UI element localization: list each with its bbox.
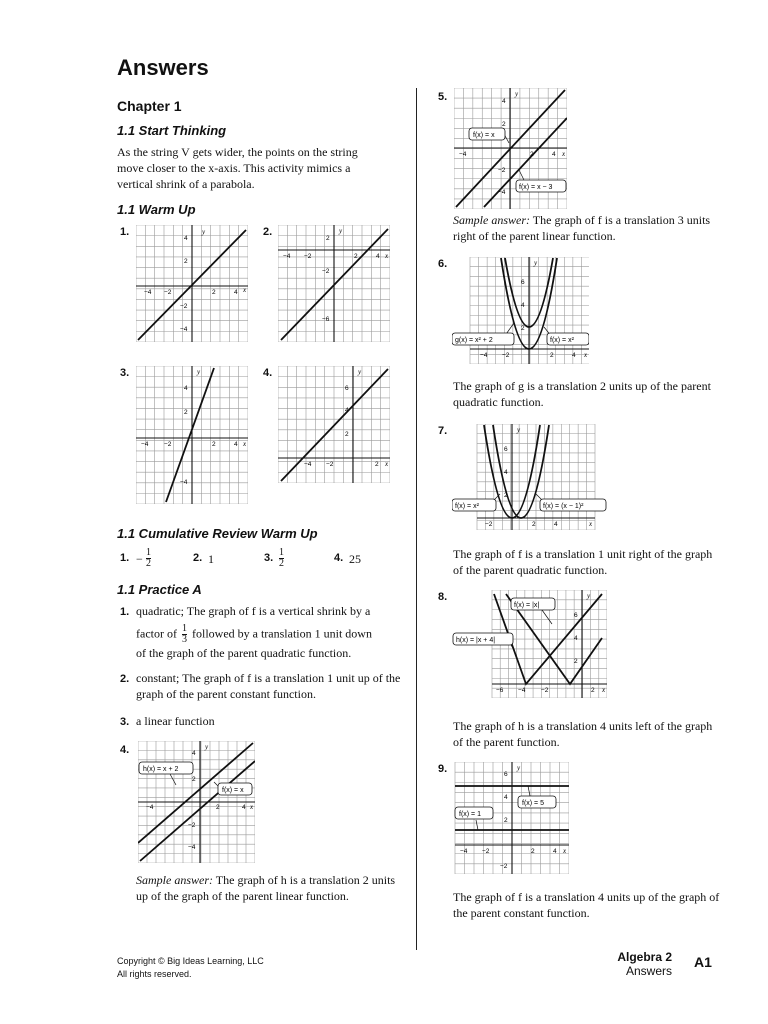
function-label: h(x) = |x + 4|	[456, 637, 496, 644]
svg-text:y: y	[515, 90, 519, 98]
practice-4-number: 4.	[120, 744, 130, 756]
practice-1-line-b: factor of $\frac{1}{3}$ followed by a translation 1 unit down	[136, 623, 372, 645]
y-tick-label: −4	[180, 326, 188, 333]
warm-up-2-graph	[278, 225, 390, 342]
y-tick-label: 4	[502, 98, 506, 105]
y-tick-label: 4	[184, 385, 188, 392]
answer-7-graph	[452, 424, 608, 530]
x-tick-label: 4	[376, 253, 380, 260]
cum-1-fraction: $\frac{1}{2}$	[146, 547, 151, 569]
y-tick-label: 2	[504, 492, 508, 499]
svg-text:x: x	[602, 686, 606, 694]
answer-9-number: 9.	[438, 763, 448, 775]
answer-8-graph	[452, 590, 607, 698]
y-tick-label: 4	[345, 407, 349, 414]
practice-2-text: constant; The graph of f is a translation 1 unit up of the graph of the parent constant function.	[136, 671, 401, 701]
x-tick-label: 4	[553, 848, 557, 855]
function-label: f(x) = x	[473, 132, 495, 139]
x-tick-label: −6	[496, 687, 504, 694]
line-graph	[281, 369, 388, 481]
x-tick-label: −4	[141, 441, 149, 448]
x-tick-label: 2	[591, 687, 595, 694]
svg-text:x: x	[589, 520, 593, 528]
svg-text:x: x	[385, 460, 389, 468]
function-label: f(x) = 1	[459, 811, 481, 818]
cum-1-sign: −	[136, 552, 143, 566]
x-tick-label: 4	[572, 352, 576, 359]
x-tick-label: 4	[554, 521, 558, 528]
svg-text:y: y	[197, 368, 201, 376]
f-function-label: f(x) = x	[222, 787, 244, 794]
function-label: f(x) = |x|	[514, 602, 540, 609]
y-tick-label: 2	[345, 431, 349, 438]
answer-9-graph	[452, 762, 569, 874]
practice-1-line-c: of the graph of the parent quadratic function.	[136, 646, 352, 660]
f-line	[140, 761, 255, 861]
y-tick-label: 6	[504, 771, 508, 778]
warm-up-4-graph	[278, 366, 390, 483]
cum-4-number: 4.	[334, 552, 344, 564]
svg-text:y: y	[587, 592, 591, 600]
x-tick-label: −4	[459, 151, 467, 158]
function-label: f(x) = x²	[455, 503, 479, 510]
function-label: f(x) = x²	[550, 337, 574, 344]
y-tick-label: 2	[184, 409, 188, 416]
x-tick-label: 2	[212, 441, 216, 448]
answer-5-number: 5.	[438, 91, 448, 103]
practice-heading: 1.1 Practice A	[117, 582, 202, 597]
y-tick-label: 6	[345, 385, 349, 392]
h-function-label: h(x) = x + 2	[143, 766, 179, 773]
warm-up-3-number: 3.	[120, 367, 130, 379]
svg-text:x: x	[250, 803, 254, 811]
x-tick-label: 2	[212, 289, 216, 296]
svg-text:y: y	[358, 368, 362, 376]
x-tick-label: 2	[532, 521, 536, 528]
y-tick-label: 4	[521, 302, 525, 309]
practice-1-number: 1.	[120, 606, 130, 618]
svg-text:y: y	[534, 259, 538, 267]
y-tick-label: 2	[521, 325, 525, 332]
practice-1-fraction: $\frac{1}{3}$	[181, 623, 187, 645]
practice-3-number: 3.	[120, 716, 130, 728]
y-tick-label: −6	[322, 316, 330, 323]
warm-up-heading: 1.1 Warm Up	[117, 202, 196, 217]
x-tick-label: −2	[485, 521, 493, 528]
y-tick-label: 4	[574, 635, 578, 642]
x-tick-label: −2	[164, 441, 172, 448]
cum-2-answer: 1	[208, 552, 214, 566]
y-tick-label: −2	[180, 303, 188, 310]
x-tick-label: 2	[531, 848, 535, 855]
function-label: f(x) = x − 3	[519, 184, 553, 191]
y-tick-label: 2	[574, 658, 578, 665]
svg-text:y: y	[517, 426, 521, 434]
answer-5-text: Sample answer: The graph of f is a translation 3 units right of the parent linear function.	[453, 213, 711, 243]
svg-text:y: y	[517, 764, 521, 772]
y-tick-label: 2	[326, 235, 330, 242]
svg-text:x: x	[563, 847, 567, 855]
x-tick-label: 2	[530, 151, 534, 158]
y-tick-label: 6	[521, 279, 525, 286]
svg-text:y: y	[339, 227, 343, 235]
x-tick-label: −2	[304, 253, 312, 260]
practice-2-number: 2.	[120, 673, 130, 685]
svg-text:x: x	[243, 286, 247, 294]
practice-4-explanation: Sample answer: The graph of h is a translation 2 units up of the graph of the parent linear function.	[136, 873, 396, 903]
y-tick-label: −2	[188, 822, 196, 829]
x-tick-label: 2	[550, 352, 554, 359]
x-tick-label: 2	[354, 253, 358, 260]
page-title: Answers	[117, 55, 209, 80]
y-tick-label: 2	[504, 817, 508, 824]
warm-up-3-graph	[136, 366, 248, 504]
function-label: f(x) = (x − 1)²	[543, 503, 584, 510]
cumulative-heading: 1.1 Cumulative Review Warm Up	[117, 526, 318, 541]
cum-3-number: 3.	[264, 552, 274, 564]
x-tick-label: −4	[480, 352, 488, 359]
function-label: f(x) = 5	[522, 800, 544, 807]
y-tick-label: 4	[184, 235, 188, 242]
footer-book-info: Algebra 2 Answers	[617, 950, 672, 978]
svg-text:y: y	[202, 228, 206, 236]
answer-6-number: 6.	[438, 258, 448, 270]
x-tick-label: −2	[502, 352, 510, 359]
answer-5-graph	[454, 88, 567, 209]
answer-8-text: The graph of h is a translation 4 units left of the graph of the parent function.	[453, 719, 713, 749]
chapter-heading: Chapter 1	[117, 98, 182, 114]
x-tick-label: 2	[216, 804, 220, 811]
svg-text:y: y	[205, 743, 209, 751]
cum-4-answer: 25	[349, 552, 361, 566]
answer-6-text: The graph of g is a translation 2 units up of the parent quadratic function.	[453, 379, 711, 409]
x-tick-label: −2	[541, 687, 549, 694]
warm-up-2-number: 2.	[263, 226, 273, 238]
cum-3-fraction: $\frac{1}{2}$	[279, 547, 284, 569]
y-tick-label: −2	[322, 268, 330, 275]
x-tick-label: 4	[552, 151, 556, 158]
cum-1-number: 1.	[120, 552, 130, 564]
practice-3-text: a linear function	[136, 714, 215, 728]
x-tick-label: −2	[164, 289, 172, 296]
y-tick-label: 4	[192, 750, 196, 757]
y-tick-label: 4	[504, 794, 508, 801]
svg-text:x: x	[243, 440, 247, 448]
x-tick-label: −4	[146, 804, 154, 811]
start-thinking-heading: 1.1 Start Thinking	[117, 123, 227, 138]
answer-7-text: The graph of f is a translation 1 unit right of the graph of the parent quadratic function.	[453, 547, 713, 577]
practice-4-graph	[138, 741, 255, 863]
warm-up-1-graph	[136, 225, 248, 342]
start-thinking-text: As the string V gets wider, the points on the string move closer to the x-axis. This activity mimics a vertical shrink of a parabola.	[117, 145, 358, 191]
warm-up-4-number: 4.	[263, 367, 273, 379]
x-tick-label: −4	[304, 461, 312, 468]
answer-9-text: The graph of f is a translation 4 units up of the graph of the parent constant function.	[453, 890, 720, 920]
answer-8-number: 8.	[438, 591, 448, 603]
y-tick-label: 2	[502, 121, 506, 128]
page-number: A1	[694, 954, 712, 970]
svg-text:x: x	[584, 351, 588, 359]
x-tick-label: 4	[234, 441, 238, 448]
y-tick-label: 2	[192, 776, 196, 783]
footer-copyright: Copyright © Big Ideas Learning, LLC All rights reserved.	[117, 956, 264, 979]
x-tick-label: −2	[326, 461, 334, 468]
y-tick-label: −4	[498, 189, 506, 196]
warm-up-1-number: 1.	[120, 226, 130, 238]
x-tick-label: 4	[242, 804, 246, 811]
x-tick-label: −2	[482, 848, 490, 855]
y-tick-label: 2	[184, 258, 188, 265]
y-tick-label: −4	[180, 479, 188, 486]
y-tick-label: 6	[574, 612, 578, 619]
x-tick-label: 2	[375, 461, 379, 468]
x-tick-label: −4	[144, 289, 152, 296]
svg-text:x: x	[562, 150, 566, 158]
svg-text:x: x	[385, 252, 389, 260]
answer-7-number: 7.	[438, 425, 448, 437]
x-tick-label: −4	[460, 848, 468, 855]
y-tick-label: 6	[504, 446, 508, 453]
y-tick-label: −2	[500, 863, 508, 870]
function-label: g(x) = x² + 2	[455, 337, 493, 344]
x-tick-label: −4	[518, 687, 526, 694]
practice-1-line-a: quadratic; The graph of f is a vertical shrink by a	[136, 604, 371, 618]
answer-6-graph	[452, 257, 589, 364]
y-tick-label: −2	[498, 167, 506, 174]
y-tick-label: 4	[504, 469, 508, 476]
cum-2-number: 2.	[193, 552, 203, 564]
x-tick-label: −4	[283, 253, 291, 260]
cumulative-answers	[120, 549, 400, 571]
y-tick-label: −4	[188, 844, 196, 851]
column-divider	[416, 88, 417, 950]
x-tick-label: 4	[234, 289, 238, 296]
